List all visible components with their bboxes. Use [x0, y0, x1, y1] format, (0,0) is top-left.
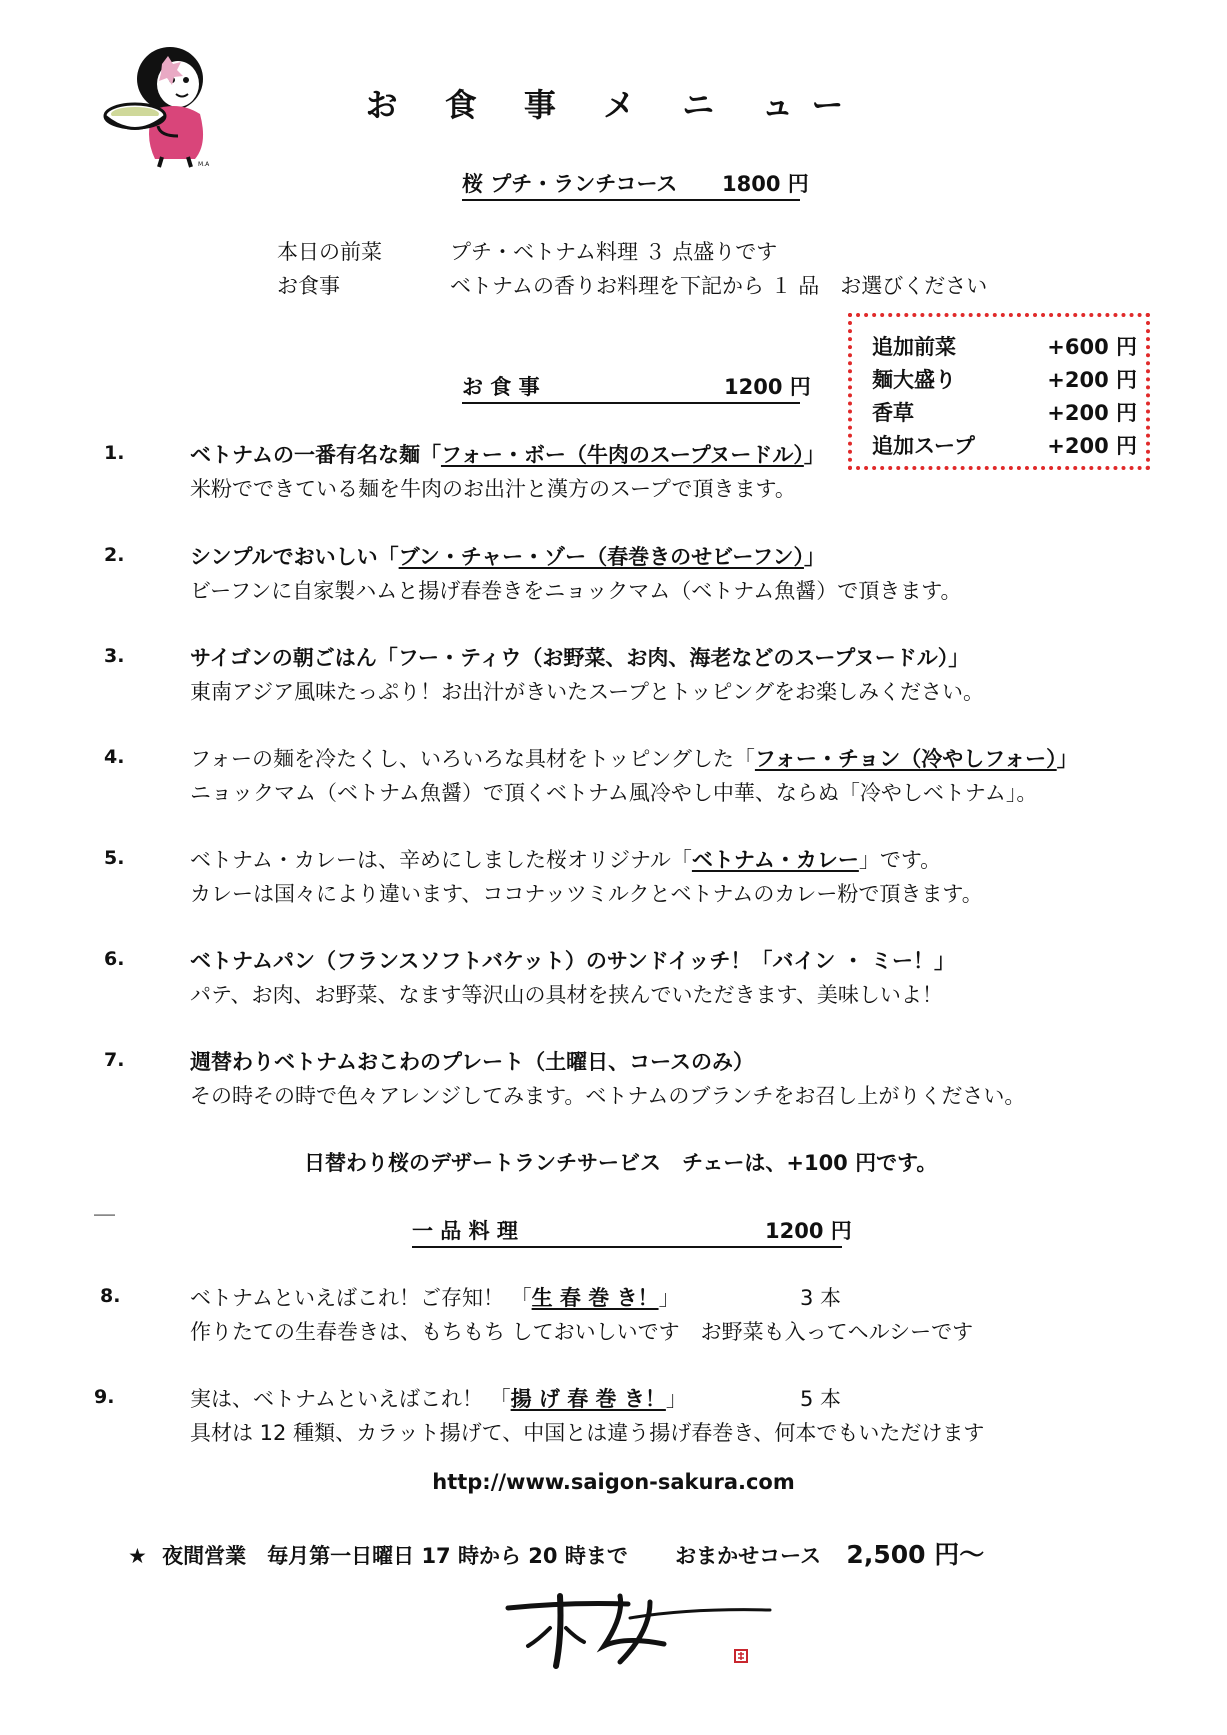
extra-price: +600 円	[1047, 335, 1137, 359]
item-number: 2.	[104, 544, 125, 566]
omakase-course: おまかせコース	[675, 1544, 822, 1568]
course-info-text-2: ベトナムの香りお料理を下記から １ 品 お選びください	[450, 274, 988, 298]
item-title: フォーの麺を冷たくし、いろいろな具材をトッピングした「フォー・チョン（冷やしフォー）」	[190, 747, 1078, 771]
item-title: 週替わりベトナムおこわのプレート（土曜日、コースのみ）	[190, 1050, 755, 1074]
extra-name: 追加前菜	[872, 335, 956, 359]
meal-section-name: お 食 事	[462, 375, 540, 399]
extra-price: +200 円	[1047, 401, 1137, 425]
extra-item	[872, 331, 1137, 361]
item-dish-name: フォー・ボー（牛肉のスープヌードル）	[440, 443, 804, 467]
extra-item	[872, 430, 1137, 460]
star-icon: ★	[128, 1544, 147, 1568]
course-info-label-2: お食事	[277, 274, 340, 298]
item-description: 具材は 12 種類、カラット揚げて、中国とは違う揚げ春巻き、何本でもいただけます	[190, 1421, 985, 1445]
omakase-price: 2,500 円〜	[846, 1540, 985, 1569]
item-title: ベトナムの一番有名な麺「フォー・ボー（牛肉のスープヌードル）」	[190, 443, 825, 467]
item-title: ベトナム・カレーは、辛めにしました桜オリジナル「ベトナム・カレー」です。	[190, 848, 942, 872]
item-description: その時その時で色々アレンジしてみます。ベトナムのブランチをお召し上がりください。	[190, 1084, 1026, 1108]
item-number: 6.	[104, 948, 125, 970]
meal-section-heading	[462, 371, 811, 404]
extra-item	[872, 397, 1137, 427]
item-quantity: 3 本	[800, 1286, 842, 1310]
item-description: ニョックマム（ベトナム魚醤）で頂くベトナム風冷やし中華、ならぬ「冷やしベトナム」。	[190, 781, 1038, 805]
extra-item	[872, 364, 1137, 394]
a-la-carte-heading	[412, 1215, 852, 1248]
item-dish-name: フォー・チョン（冷やしフォー）	[754, 747, 1057, 771]
item-dish-name: 揚 げ 春 巻 き！	[510, 1387, 666, 1411]
extra-name: 麺大盛り	[872, 368, 956, 392]
item-description: ビーフンに自家製ハムと揚げ春巻きをニョックマム（ベトナム魚醤）で頂きます。	[190, 579, 962, 603]
item-dish-name: ブン・チャー・ゾー（春巻きのせビーフン）	[398, 545, 804, 569]
item-title: ベトナムパン（フランスソフトバケット）のサンドイッチ！「バイン ・ ミー！」	[190, 949, 955, 973]
extra-price: +200 円	[1047, 368, 1137, 392]
calligraphy-signature	[500, 1588, 780, 1678]
night-service-text: 夜間営業 毎月第一日曜日 17 時から 20 時まで	[162, 1544, 628, 1568]
dessert-note: 日替わり桜のデザートランチサービス チェーは、+100 円です。	[304, 1151, 938, 1175]
extra-name: 追加スープ	[872, 434, 975, 458]
item-number: 3.	[104, 645, 125, 667]
item-number: 8.	[100, 1285, 121, 1307]
item-number: 5.	[104, 847, 125, 869]
item-title: サイゴンの朝ごはん「フー・ティウ（お野菜、お肉、海老などのスープヌードル）」	[190, 646, 970, 670]
extra-name: 香草	[872, 401, 914, 425]
night-service-line	[128, 1535, 984, 1571]
item-title: シンプルでおいしい「ブン・チャー・ゾー（春巻きのせビーフン）」	[190, 545, 825, 569]
lunch-course-price: 1800 円	[722, 172, 809, 196]
item-number: 9.	[94, 1386, 115, 1408]
item-title: 実は、ベトナムといえばこれ！ 「揚 げ 春 巻 き！」	[190, 1387, 687, 1411]
extras-box	[848, 313, 1150, 470]
item-description: 東南アジア風味たっぷり！お出汁がきいたスープとトッピングをお楽しみください。	[190, 680, 985, 704]
page-title: お 食 事 メ ニ ュー	[365, 86, 862, 124]
dash-mark: ＿	[94, 1194, 115, 1218]
item-description: カレーは国々により違います、ココナッツミルクとベトナムのカレー粉で頂きます。	[190, 882, 983, 906]
item-dish-name: ベトナム・カレー	[691, 848, 859, 872]
course-info-text-1: プチ・ベトナム料理 ３ 点盛りです	[450, 240, 778, 264]
item-number: 4.	[104, 746, 125, 768]
item-dish-name: 生 春 巻 き！	[531, 1286, 659, 1310]
item-description: パテ、お肉、お野菜、なます等沢山の具材を挟んでいただきます、美味しいよ！	[190, 983, 943, 1007]
item-number: 7.	[104, 1049, 125, 1071]
lunch-course-name: 桜 プチ・ランチコース	[462, 172, 678, 196]
item-title: ベトナムといえばこれ！ご存知！ 「生 春 巻 き！」	[190, 1286, 680, 1310]
course-info-label-1: 本日の前菜	[277, 240, 382, 264]
lunch-course-heading	[462, 168, 809, 201]
meal-section-price: 1200 円	[724, 375, 811, 399]
logo-initials: M.A	[198, 161, 210, 168]
extra-price: +200 円	[1047, 434, 1137, 458]
item-number: 1.	[104, 442, 125, 464]
a-la-carte-price: 1200 円	[765, 1219, 852, 1243]
item-description: 作りたての生春巻きは、もちもち しておいしいです お野菜も入ってヘルシーです	[190, 1320, 974, 1344]
website-url: http://www.saigon-sakura.com	[432, 1470, 795, 1494]
a-la-carte-name: 一 品 料 理	[412, 1219, 518, 1243]
item-description: 米粉でできている麺を牛肉のお出汁と漢方のスープで頂きます。	[190, 477, 796, 501]
item-quantity: 5 本	[800, 1387, 842, 1411]
